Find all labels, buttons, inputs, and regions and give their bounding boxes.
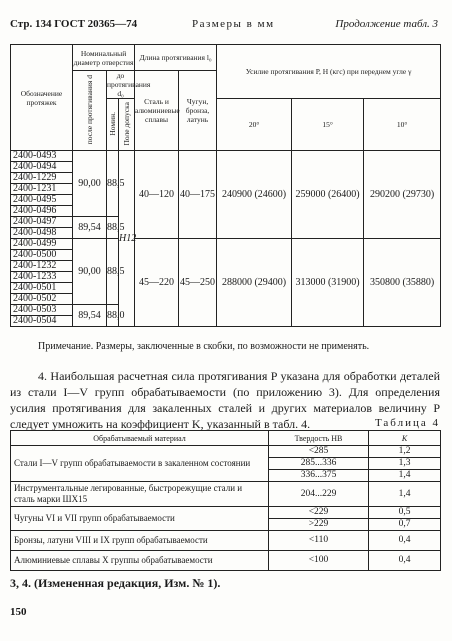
code-cell: 2400-0503 (11, 305, 73, 316)
k-cell: 1,2 (369, 446, 441, 458)
code-cell: 2400-0500 (11, 250, 73, 261)
material-cell: Стали I—V групп обрабатываемости в закаленном состоянии (11, 446, 269, 482)
material-cell: Бронзы, латуни VIII и IX групп обрабатываемости (11, 531, 269, 551)
page-number: 150 (10, 606, 27, 618)
k-cell: 0,4 (369, 551, 441, 571)
header-after-broaching: после протягивания d (73, 71, 107, 151)
force-15-cell: 313000 (31900) (292, 239, 364, 327)
code-cell: 2400-0493 (11, 151, 73, 162)
header-angle-20: 20° (217, 99, 292, 151)
header-angle-15: 15° (292, 99, 364, 151)
force-10-cell: 350800 (35880) (364, 239, 441, 327)
force-10-cell: 290200 (29730) (364, 151, 441, 239)
length-steel-cell: 40—120 (135, 151, 179, 239)
header-cast-iron: Чугун, бронза, латунь (179, 71, 217, 151)
table-note: Примечание. Размеры, заключенные в скобки, по возможности не применять. (38, 341, 370, 352)
code-cell: 2400-0498 (11, 228, 73, 239)
code-cell: 2400-0504 (11, 316, 73, 327)
d0-cell: 88,5 (107, 151, 119, 217)
diameter-cell: 89,54 (73, 305, 107, 327)
hardness-cell: <100 (269, 551, 369, 571)
force-20-cell: 240900 (24600) (217, 151, 292, 239)
header-hardness: Твердость НВ (269, 431, 369, 446)
header-length: Длина протягивания l₀ (135, 45, 217, 71)
diameter-cell: 90,00 (73, 151, 107, 217)
diameter-cell: 89,54 (73, 217, 107, 239)
hardness-cell: <229 (269, 507, 369, 519)
code-cell: 2400-0494 (11, 162, 73, 173)
header-left: Стр. 134 ГОСТ 20365—74 (10, 18, 138, 30)
hardness-cell: 204...229 (269, 482, 369, 507)
header-angle-10: 10° (364, 99, 441, 151)
code-cell: 2400-0496 (11, 206, 73, 217)
hardness-cell: 336...375 (269, 470, 369, 482)
hardness-cell: <110 (269, 531, 369, 551)
force-15-cell: 259000 (26400) (292, 151, 364, 239)
length-cast-cell: 40—175 (179, 151, 217, 239)
k-cell: 0,7 (369, 519, 441, 531)
page-header (10, 18, 438, 36)
hardness-cell: 285...336 (269, 458, 369, 470)
material-cell: Инструментальные легированные, быстрорежущие стали и сталь марки ШХ15 (11, 482, 269, 507)
hardness-cell: >229 (269, 519, 369, 531)
code-cell: 2400-1233 (11, 272, 73, 283)
tolerance-cell: H12 (119, 151, 135, 327)
header-right: Продолжение табл. 3 (335, 18, 438, 30)
diameter-cell: 90,00 (73, 239, 107, 305)
code-cell: 2400-1229 (11, 173, 73, 184)
k-cell: 1,4 (369, 470, 441, 482)
force-20-cell: 288000 (29400) (217, 239, 292, 327)
length-cast-cell: 45—250 (179, 239, 217, 327)
material-cell: Алюминиевые сплавы X группы обрабатываемости (11, 551, 269, 571)
k-cell: 1,3 (369, 458, 441, 470)
header-tolerance: Поле допуска (119, 99, 135, 151)
d0-cell: 88,0 (107, 305, 119, 327)
header-force: Усилие протягивания Р, Н (кгс) при переднем угле γ (217, 45, 441, 99)
table-4-caption: Таблица 4 (374, 417, 440, 429)
header-nominal-diameter: Номинальный диаметр отверстия (73, 45, 135, 71)
paragraph-4: 4. Наибольшая расчетная сила протягивания P указана для обработки деталей из стали I—V групп обрабатываемости (по приложению 3). Для определения усилия протягивания для закаленных сталей и других материалов величину P следует умножить на коэффициент K, указанный в табл. 4. (10, 369, 440, 431)
d0-cell: 88,5 (107, 217, 119, 239)
k-cell: 0,4 (369, 531, 441, 551)
coefficient-table (10, 430, 441, 571)
code-cell: 2400-1231 (11, 184, 73, 195)
hardness-cell: <285 (269, 446, 369, 458)
code-cell: 2400-0502 (11, 294, 73, 305)
code-cell: 2400-0499 (11, 239, 73, 250)
header-k: K (369, 431, 441, 446)
header-steel: Сталь и алюминиевые сплавы (135, 71, 179, 151)
d0-cell: 88,5 (107, 239, 119, 305)
k-cell: 1,4 (369, 482, 441, 507)
header-center: Размеры в мм (192, 18, 275, 30)
k-cell: 0,5 (369, 507, 441, 519)
header-material: Обрабатываемый материал (11, 431, 269, 446)
material-cell: Чугуны VI и VII групп обрабатываемости (11, 507, 269, 531)
code-cell: 2400-0501 (11, 283, 73, 294)
header-designation: Обозначение протяжек (11, 45, 73, 151)
header-before-broaching: до протягивания d₀ (107, 71, 151, 98)
broach-table (10, 44, 441, 327)
length-steel-cell: 45—220 (135, 239, 179, 327)
header-nominal: Номин. (107, 99, 119, 151)
code-cell: 2400-0497 (11, 217, 73, 228)
code-cell: 2400-1232 (11, 261, 73, 272)
code-cell: 2400-0495 (11, 195, 73, 206)
amendment-note: 3, 4. (Измененная редакция, Изм. № 1). (10, 576, 221, 590)
